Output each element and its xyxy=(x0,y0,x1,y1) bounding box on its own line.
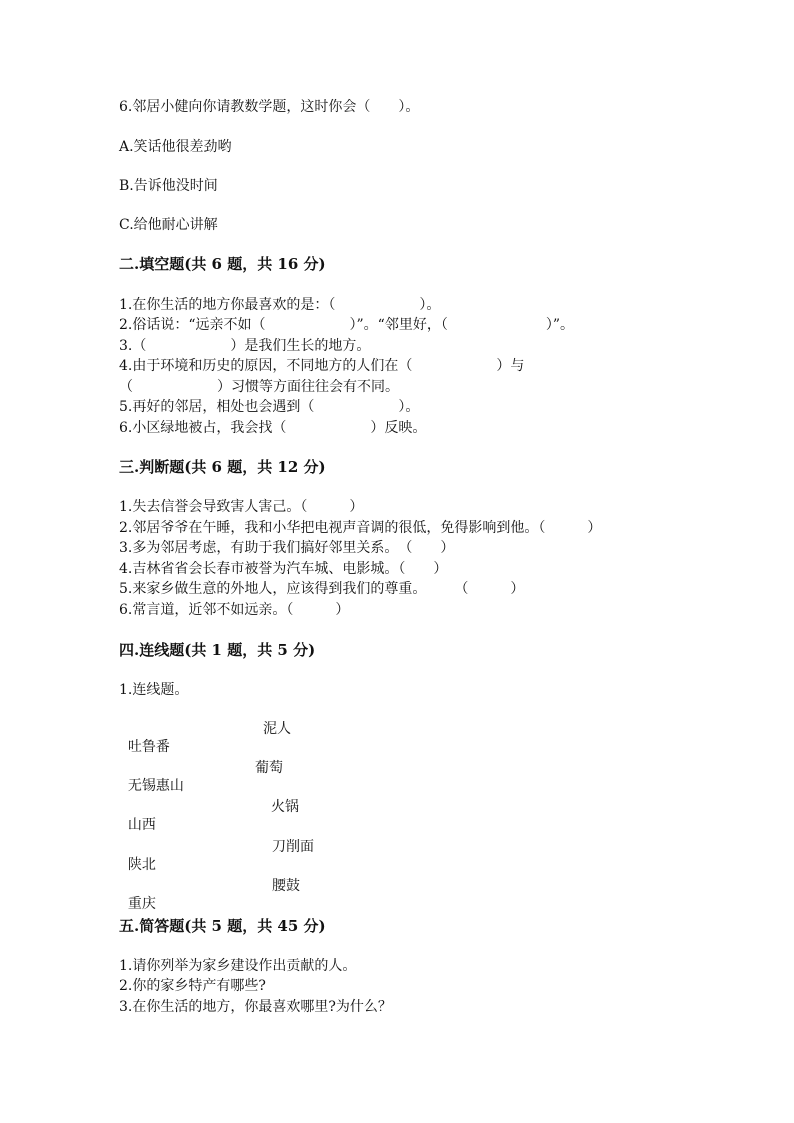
match-right-5[interactable]: 腰鼓 xyxy=(272,878,300,894)
question-6-option-a: A.笑话他很差劲哟 xyxy=(119,139,232,155)
short-section-heading: 五.简答题(共 5 题，共 45 分) xyxy=(119,917,326,935)
fill-item-2: 2.俗话说：“远亲不如（ ）”。“邻里好，（ ）”。 xyxy=(119,317,574,333)
question-6-option-b: B.告诉他没时间 xyxy=(119,178,218,194)
fill-item-5: 5.再好的邻居，相处也会遇到（ ）。 xyxy=(119,399,420,415)
judge-item-5: 5.来家乡做生意的外地人，应该得到我们的尊重。 （ ） xyxy=(119,581,525,597)
short-item-3: 3.在你生活的地方，你最喜欢哪里?为什么？ xyxy=(119,999,392,1015)
match-left-2[interactable]: 无锡惠山 xyxy=(127,778,184,794)
judge-item-6: 6.常言道，近邻不如远亲。（ ） xyxy=(119,602,350,618)
question-6-stem: 6.邻居小健向你请教数学题，这时你会（ ）。 xyxy=(119,99,420,115)
judge-item-1: 1.失去信誉会导致害人害己。（ ） xyxy=(119,499,364,515)
fill-item-6: 6.小区绿地被占，我会找（ ）反映。 xyxy=(119,420,427,436)
question-6-option-c: C.给他耐心讲解 xyxy=(119,217,218,233)
match-right-2[interactable]: 葡萄 xyxy=(255,760,283,776)
short-item-1: 1.请你列举为家乡建设作出贡献的人。 xyxy=(119,958,357,974)
match-right-3[interactable]: 火锅 xyxy=(271,799,299,815)
judge-item-3: 3.多为邻居考虑，有助于我们搞好邻里关系。 （ ） xyxy=(119,540,455,556)
fill-item-4-continued: （ ）习惯等方面往往会有不同。 xyxy=(119,379,399,395)
judge-section-heading: 三.判断题(共 6 题，共 12 分) xyxy=(119,458,326,476)
judge-item-2: 2.邻居爷爷在午睡，我和小华把电视声音调的很低，免得影响到他。（ ） xyxy=(119,520,602,536)
fill-item-1: 1.在你生活的地方你最喜欢的是：（ ）。 xyxy=(119,297,441,313)
match-prompt: 1.连线题。 xyxy=(119,682,189,698)
match-right-1[interactable]: 泥人 xyxy=(263,721,291,737)
fill-item-4: 4.由于环境和历史的原因，不同地方的人们在（ ）与 xyxy=(119,358,525,374)
judge-item-4: 4.吉林省省会长春市被誉为汽车城、电影城。（ ） xyxy=(119,561,448,577)
match-right-4[interactable]: 刀削面 xyxy=(272,839,314,855)
match-left-3[interactable]: 山西 xyxy=(127,817,156,833)
match-left-5[interactable]: 重庆 xyxy=(127,896,156,912)
match-left-1[interactable]: 吐鲁番 xyxy=(127,739,170,755)
fill-section-heading: 二.填空题(共 6 题，共 16 分) xyxy=(119,255,326,273)
match-left-4[interactable]: 陕北 xyxy=(127,857,156,873)
match-section-heading: 四.连线题(共 1 题，共 5 分) xyxy=(119,641,316,659)
fill-item-3: 3.（ ）是我们生长的地方。 xyxy=(119,338,371,354)
short-item-2: 2.你的家乡特产有哪些? xyxy=(119,978,266,994)
